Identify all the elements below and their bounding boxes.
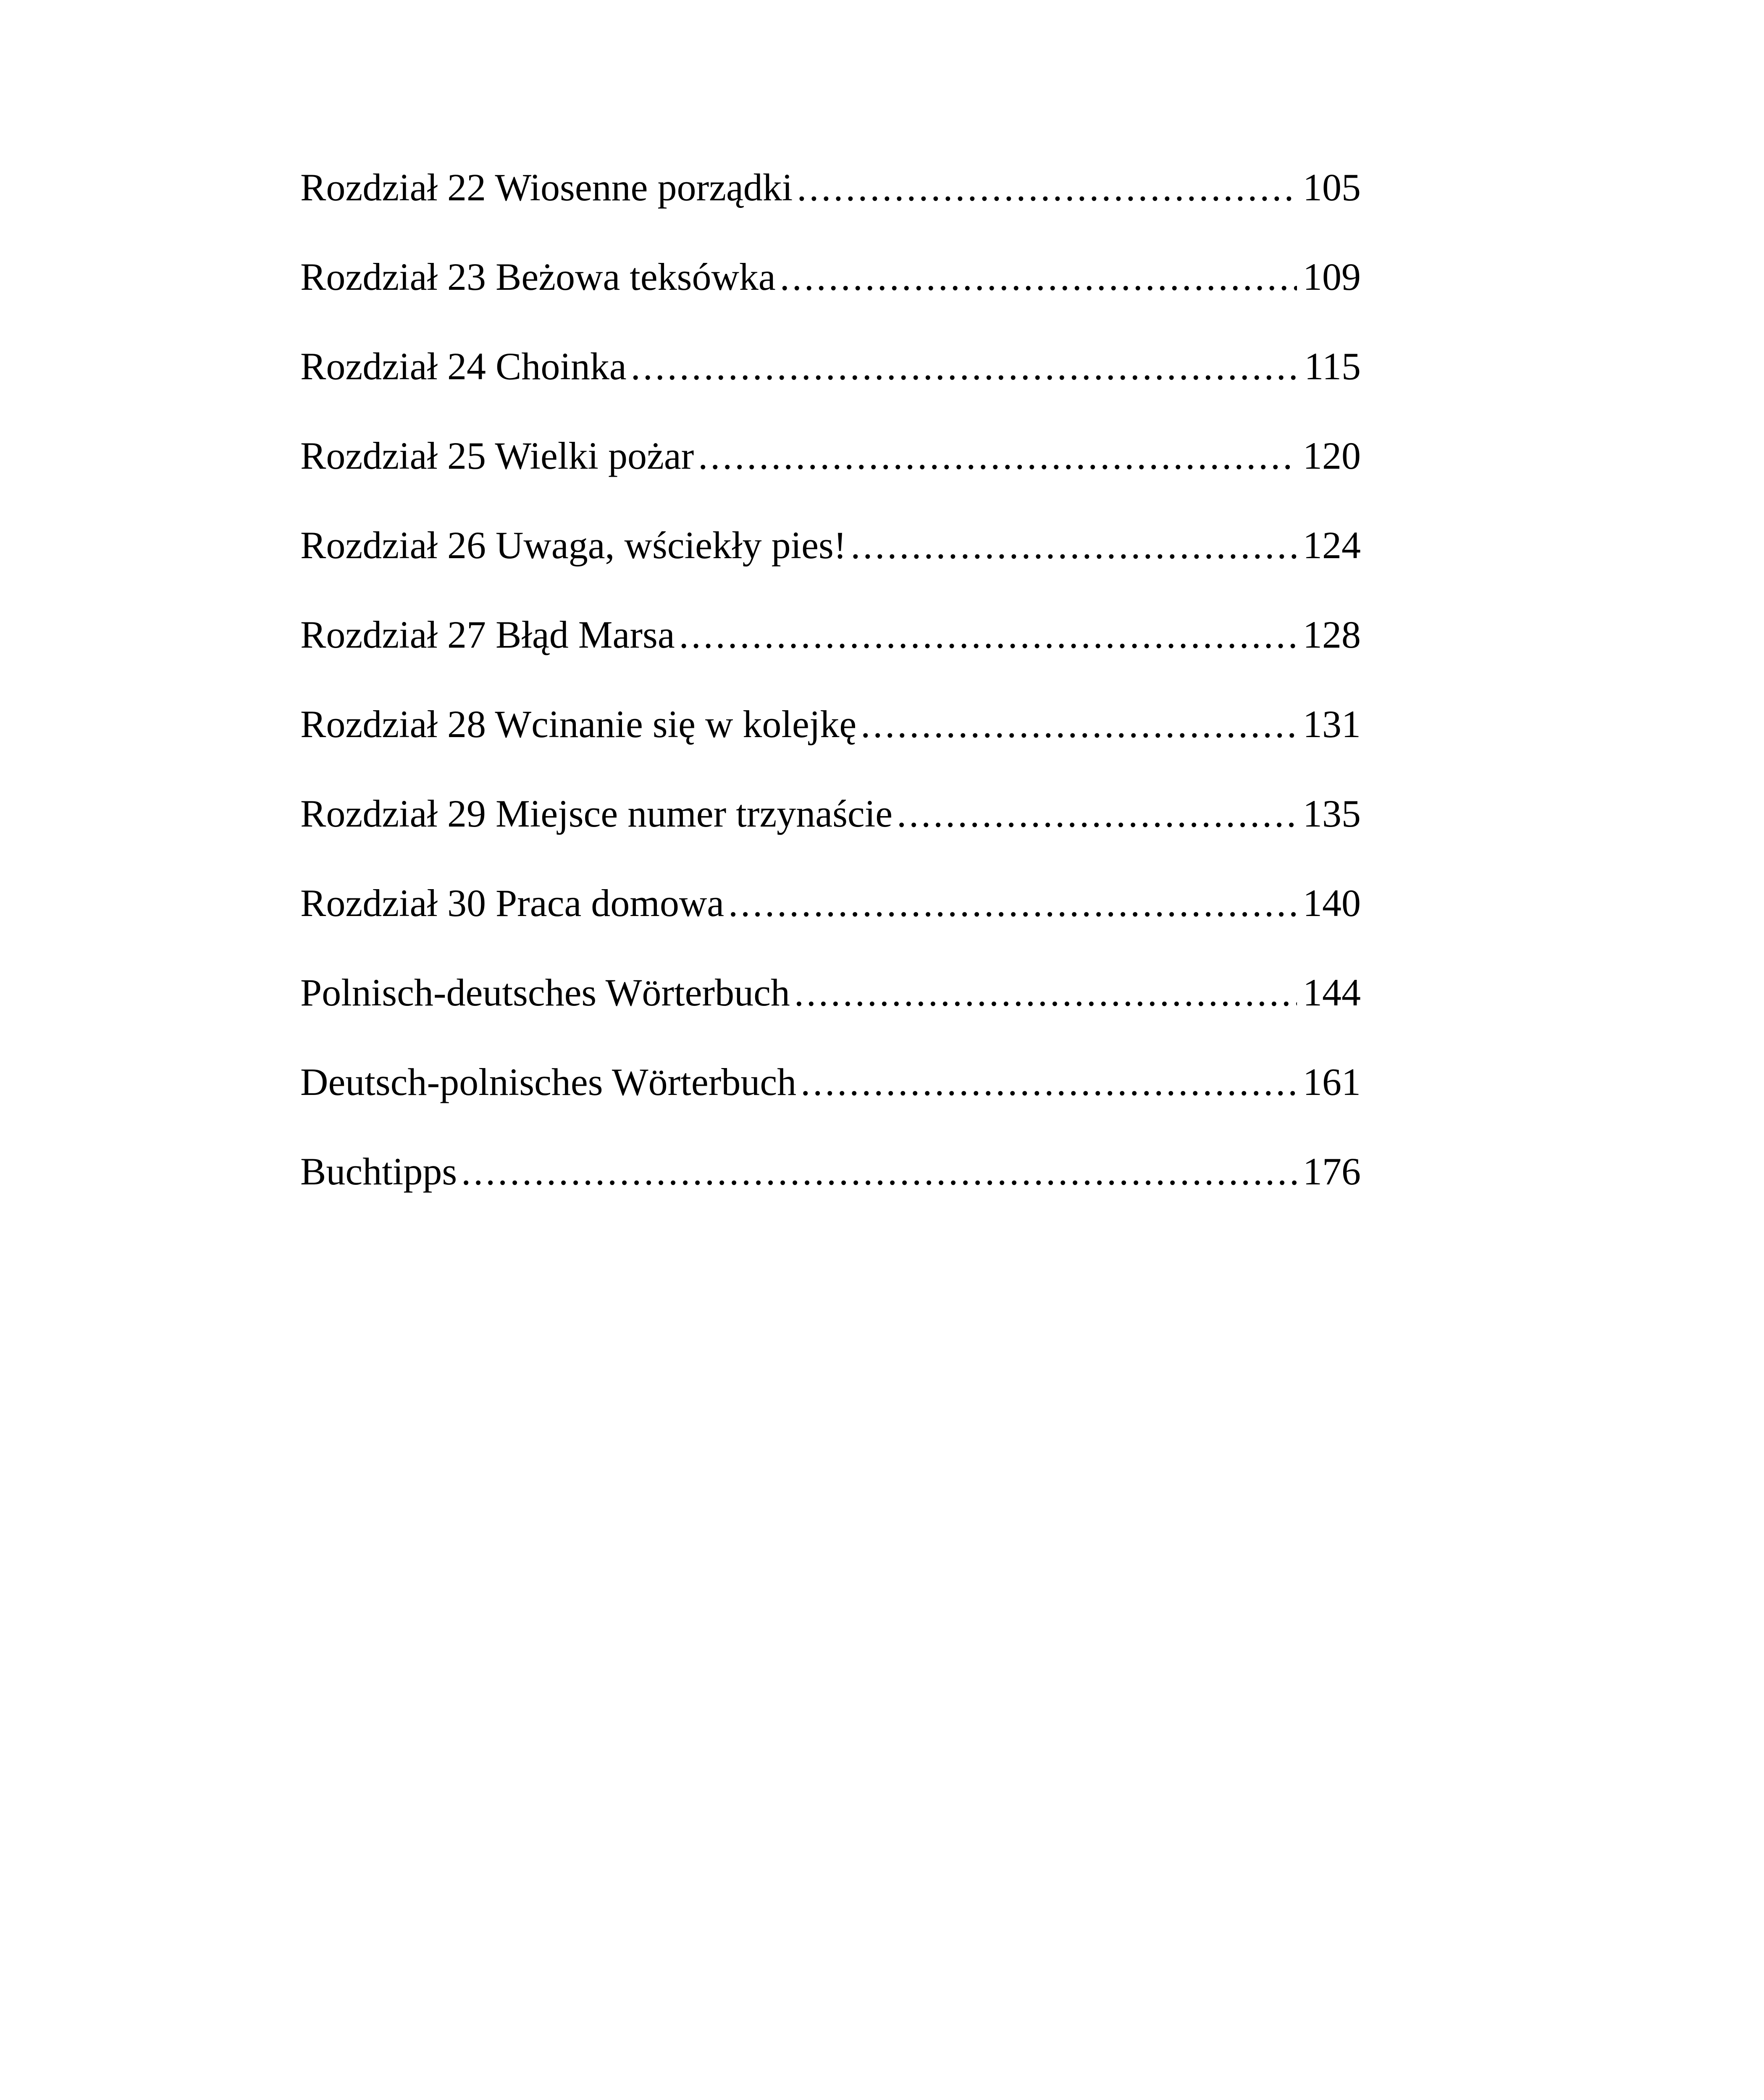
- toc-entry[interactable]: [300, 526, 1361, 615]
- table-of-contents: [300, 168, 1361, 1242]
- toc-dot-leader: [794, 973, 1297, 1012]
- toc-entry-page: 144: [1303, 971, 1361, 1014]
- toc-dot-leader: [861, 705, 1297, 743]
- toc-entry-title: Rozdział 24 Choinka: [300, 345, 627, 388]
- toc-dot-leader: [801, 1063, 1297, 1101]
- toc-entry-page: 124: [1303, 524, 1361, 567]
- toc-entry-title: Deutsch-polnisches Wörterbuch: [300, 1060, 797, 1103]
- toc-dot-leader: [631, 347, 1299, 386]
- toc-entry[interactable]: [300, 973, 1361, 1063]
- toc-entry[interactable]: [300, 884, 1361, 973]
- toc-entry-title: Rozdział 30 Praca domowa: [300, 882, 724, 924]
- toc-entry-title: Polnisch-deutsches Wörterbuch: [300, 971, 790, 1014]
- toc-entry-page: 115: [1304, 345, 1361, 388]
- toc-entry[interactable]: [300, 794, 1361, 884]
- toc-dot-leader: [897, 794, 1297, 833]
- toc-dot-leader: [679, 615, 1297, 654]
- toc-entry-title: Rozdział 28 Wcinanie się w kolejkę: [300, 703, 857, 746]
- toc-entry-title: Rozdział 29 Miejsce numer trzynaście: [300, 792, 893, 835]
- toc-entry-page: 161: [1303, 1060, 1361, 1103]
- toc-entry[interactable]: [300, 436, 1361, 526]
- toc-dot-leader: [850, 526, 1297, 564]
- toc-dot-leader: [698, 436, 1297, 475]
- toc-entry-page: 105: [1303, 166, 1361, 209]
- toc-entry-title: Rozdział 26 Uwaga, wściekły pies!: [300, 524, 847, 567]
- toc-entry[interactable]: [300, 615, 1361, 705]
- toc-entry-title: Rozdział 27 Błąd Marsa: [300, 613, 675, 656]
- toc-entry[interactable]: [300, 257, 1361, 347]
- toc-entry[interactable]: [300, 168, 1361, 257]
- toc-entry-page: 128: [1303, 613, 1361, 656]
- toc-entry[interactable]: [300, 705, 1361, 794]
- toc-entry-page: 140: [1303, 882, 1361, 924]
- toc-entry-page: 131: [1303, 703, 1361, 746]
- toc-entry[interactable]: [300, 347, 1361, 436]
- toc-dot-leader: [780, 257, 1297, 296]
- toc-entry-title: Rozdział 22 Wiosenne porządki: [300, 166, 793, 209]
- toc-entry-page: 120: [1303, 434, 1361, 477]
- toc-entry-page: 176: [1303, 1150, 1361, 1193]
- toc-entry[interactable]: [300, 1060, 1361, 1152]
- toc-entry-title: Rozdział 25 Wielki pożar: [300, 434, 694, 477]
- toc-entry-title: Rozdział 23 Beżowa teksówka: [300, 255, 776, 298]
- toc-dot-leader: [797, 168, 1297, 207]
- toc-entry-page: 109: [1303, 255, 1361, 298]
- toc-dot-leader: [728, 884, 1297, 922]
- toc-entry[interactable]: [300, 1152, 1361, 1242]
- toc-entry-title: Buchtipps: [300, 1150, 457, 1193]
- toc-entry-page: 135: [1303, 792, 1361, 835]
- toc-dot-leader: [461, 1152, 1297, 1191]
